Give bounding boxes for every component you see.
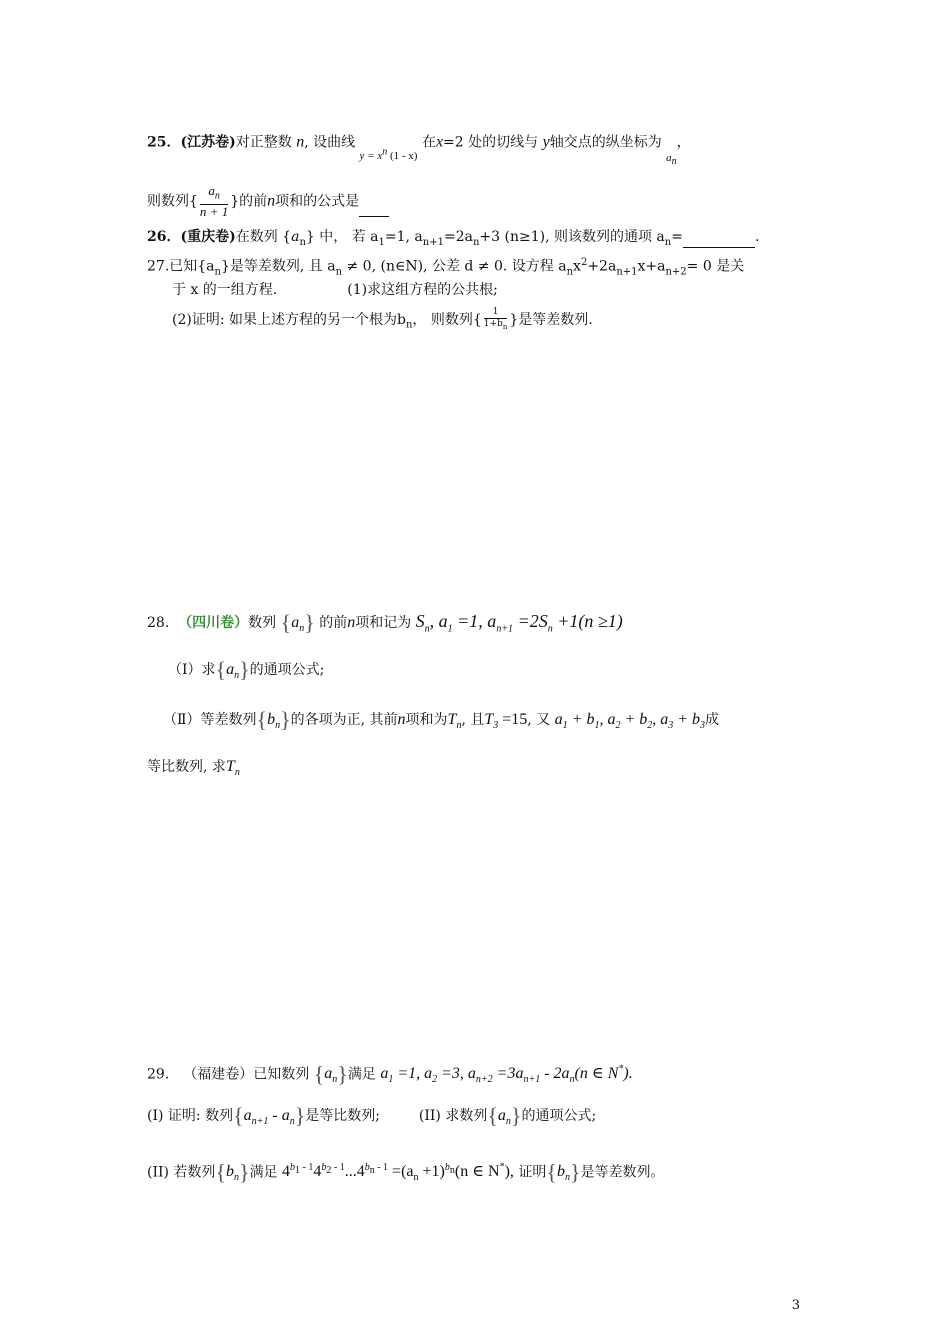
problem-25-line-1: 25．(江苏卷)对正整数 n, 设曲线 $_{y = x^n (1 - x)}$ 在x=2 处的切线与 y轴交点的纵坐标为 $_{a_n}$，	[147, 133, 691, 167]
problem-26: 26．(重庆卷)在数列 $\{a_n\}$ 中， 若 $a_1=1$, $a_{n+1}=2a_n+3$ (n≥1), 则该数列的通项 $a_n=$ .	[147, 229, 760, 248]
problem-25-source: (江苏卷)	[180, 134, 236, 151]
problem-28-part-1: （Ⅰ）求$\{a_n\}$的通项公式;	[168, 657, 325, 682]
problem-26-source: (重庆卷)	[180, 229, 236, 245]
problem-28-part-2-cont: 等比数列, 求$T_n$	[147, 758, 240, 779]
problem-27-line-1: 27.已知$\{a_n\}$是等差数列, 且 $a_n \ne 0$, (n∈N), 公差 d ≠ 0. 设方程 $a_nx^2+2a_{n+1}x+a_{n+2}= 0$ 是关	[147, 257, 745, 278]
problem-25-line-2: 则数列{ $\frac{a_n}{n + 1}$ }的前n项和的公式是	[147, 184, 389, 219]
problem-27-line-3: (2)证明: 如果上述方程的另一个根为$b_n$， 则数列{ $\frac{1}{1+b_n}$ }是等差数列.	[172, 307, 593, 331]
a-n-term: an	[666, 151, 677, 167]
problem-28-line-1: 28. （四川卷）数列 $\{a_n\}$ 的前n项和记为 $S_n$, $a_1 =1$, $a_{n+1} =2S_n +1(n \ge 1)$	[147, 610, 623, 635]
recurrence-formula: $S_n$, $a_1 =1$, $a_{n+1} =2S_n +1(n \ge 1)$	[415, 611, 623, 635]
reciprocal-fraction: $\frac{1}{1+b_n}$	[483, 307, 508, 331]
problem-27-line-2: 于 x 的一组方程. (1)求这组方程的公共根;	[172, 282, 498, 298]
answer-blank	[683, 227, 755, 248]
product-formula: $4^{b_1 - 1}4^{b_2 - 1}...4^{b_n - 1} =(a_n +1)^{b_n}(n$ ∈ N*),	[282, 1162, 514, 1184]
problem-28-source: （四川卷）	[178, 615, 249, 631]
problem-26-number: 26．	[147, 229, 181, 245]
problem-29-line-1: 29． （福建卷）已知数列 $\{a_n\}$满足 $a_1 =1$, $a_2 =3$, $a_{n+2} =3a_{n+1} - 2a_n(n$ ∈ N*).	[147, 1061, 633, 1087]
sequence-fraction: $\frac{a_n}{n + 1}$	[199, 183, 229, 219]
problem-29-source: （福建卷）	[183, 1066, 254, 1083]
curve-formula: y = xn (1 - x)	[359, 146, 418, 162]
recurrence-formula: $a_1 =1$, $a_2 =3$, $a_{n+2} =3a_{n+1} - 2a_n(n$ ∈ N*).	[380, 1064, 633, 1086]
page-number: 3	[791, 1298, 800, 1313]
problem-28-part-2: （Ⅱ）等差数列$\{b_n\}$的各项为正, 其前n项和为$T_n$, 且$T_3 =15$, 又 $a_1 + b_1$, $a_2 + b_2$, $a_3 + b_3$成	[163, 707, 720, 732]
problem-29-parts-1-2: (I) 证明: 数列$\{a_{n+1} - a_n\}$是等比数列; (II) 求数列$\{a_n\}$的通项公式;	[147, 1103, 597, 1128]
problem-25-number: 25．	[147, 134, 181, 151]
problem-29-part-3: (II) 若数列$\{b_n\}$满足 $4^{b_1 - 1}4^{b_2 - 1}...4^{b_n - 1} =(a_n +1)^{b_n}(n$ ∈ N*), 证明$\{b_n\}$是等差数列。	[147, 1159, 665, 1185]
answer-blank	[359, 186, 389, 217]
